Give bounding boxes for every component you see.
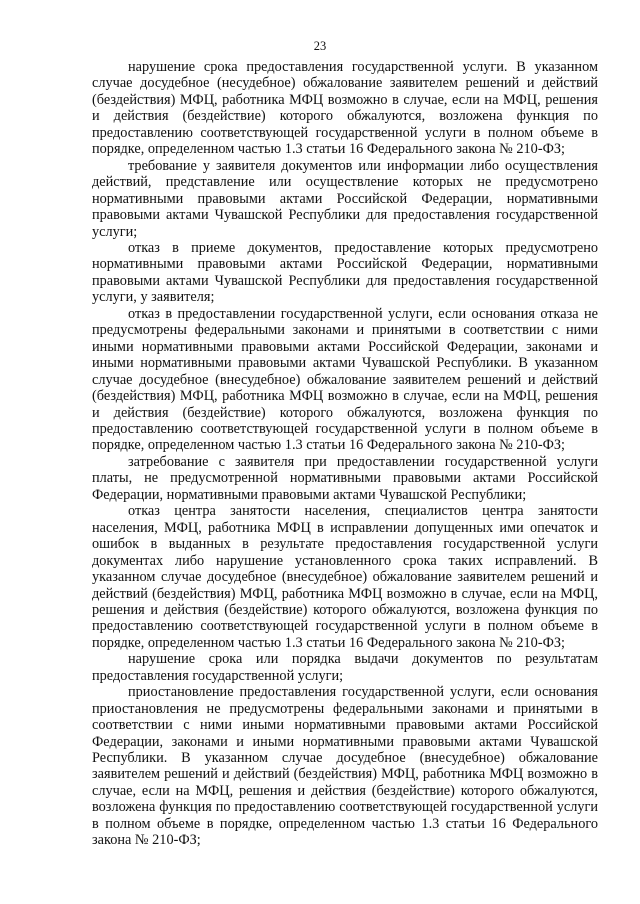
paragraph-8: приостановление предоставления государственной услуги, если основания приостановления не предусмотрены федеральными законами и принятыми в соответствии с ними иными нормативными правовыми актами Российской Федерации, законами и иными нормативными правовыми актами Чувашской Республики. В указанном случае досудебное (внесудебное) обжалование заявителем решений и действий (бездействия) МФЦ, работника МФЦ возможно в случае, если на МФЦ, решения и действия (бездействие) которого обжалуются, возложена функция по предоставлению соответствующей государственной услуги в полном объеме в порядке, определенном частью 1.3 статьи 16 Федерального закона № 210-ФЗ; bbox=[92, 684, 598, 849]
paragraph-1: нарушение срока предоставления государственной услуги. В указанном случае досудебное (несудебное) обжалование заявителем решений и действий (бездействия) МФЦ, работника МФЦ возможно в случае, если на МФЦ, решения и действия (бездействие) которого обжалуются, возложена функция по предоставлению соответствующей государственной услуги в полном объеме в порядке, определенном частью 1.3 статьи 16 Федерального закона № 210-ФЗ; bbox=[92, 59, 598, 158]
paragraph-5: затребование с заявителя при предоставлении государственной услуги платы, не предусмотренной нормативными правовыми актами Российской Федерации, нормативными правовыми актами Чувашской Республики; bbox=[92, 453, 598, 503]
paragraph-7: нарушение срока или порядка выдачи документов по результатам предоставления государственной услуги; bbox=[92, 651, 598, 684]
paragraph-2: требование у заявителя документов или информации либо осуществления действий, представление или осуществление которых не предусмотрено нормативными правовыми актами Российской Федерации, нормативными правовыми актами Чувашской Республики для предоставления государственной услуги; bbox=[92, 157, 598, 240]
document-body bbox=[92, 59, 598, 849]
paragraph-4: отказ в предоставлении государственной услуги, если основания отказа не предусмотрены федеральными законами и принятыми в соответствии с ними иными нормативными правовыми актами Российской Федерации, законами и иными нормативными правовыми актами Чувашской Республики. В указанном случае досудебное (внесудебное) обжалование заявителем решений и действий (бездействия) МФЦ, работника МФЦ возможно в случае, если на МФЦ, решения и действия (бездействие) которого обжалуются, возложена функция по предоставлению соответствующей государственной услуги в полном объеме в порядке, определенном частью 1.3 статьи 16 Федерального закона № 210-ФЗ; bbox=[92, 305, 598, 454]
page-number: 23 bbox=[313, 39, 327, 53]
paragraph-6: отказ центра занятости населения, специалистов центра занятости населения, МФЦ, работника МФЦ в исправлении допущенных ими опечаток и ошибок в выданных в результате предоставления государственной услуги документах либо нарушение установленного срока таких исправлений. В указанном случае досудебное (внесудебное) обжалование заявителем решений и действий (бездействия) МФЦ, работника МФЦ возможно в случае, если на МФЦ, решения и действия (бездействие) которого обжалуются, возложена функция по предоставлению соответствующей государственной услуги в полном объеме в порядке, определенном частью 1.3 статьи 16 Федерального закона № 210-ФЗ; bbox=[92, 503, 598, 651]
paragraph-3: отказ в приеме документов, предоставление которых предусмотрено нормативными правовыми актами Российской Федерации, нормативными правовыми актами Чувашской Республики для предоставления государственной услуги, у заявителя; bbox=[92, 239, 598, 306]
